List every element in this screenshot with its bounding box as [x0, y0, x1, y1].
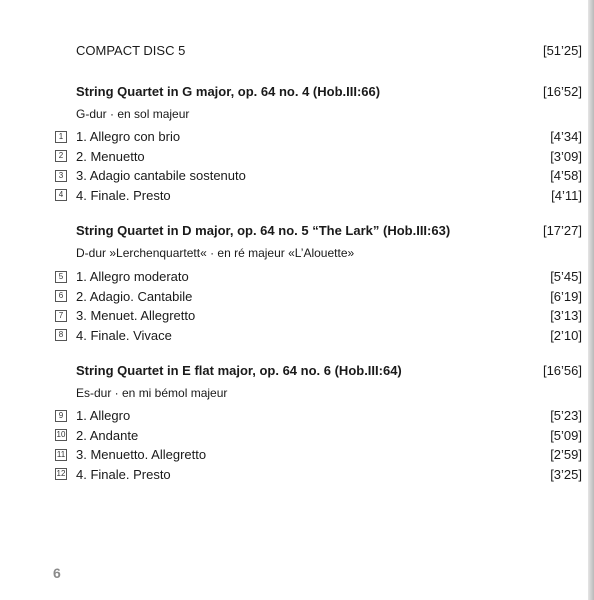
track-title: 2. Andante	[76, 427, 139, 443]
track-title: 3. Menuet. Allegretto	[76, 308, 196, 324]
track-title: 4. Finale. Vivace	[76, 327, 172, 343]
track-row	[55, 445, 582, 465]
page-number: 6	[53, 565, 61, 581]
track-row	[55, 406, 582, 426]
work-subtitle: Es-dur · en mi bémol majeur	[76, 386, 228, 400]
track-duration: [5’09]	[550, 427, 582, 443]
track-title: 1. Allegro con brio	[76, 129, 181, 145]
track-title: 1. Allegro	[76, 408, 131, 424]
track-duration: [6’19]	[550, 288, 582, 304]
track-duration: [5’45]	[550, 269, 582, 285]
disc-label: COMPACT DISC 5	[76, 43, 186, 58]
track-duration: [5’23]	[550, 408, 582, 424]
track-row	[55, 166, 582, 186]
track-row	[55, 267, 582, 287]
work-3	[76, 363, 582, 403]
track-row	[55, 426, 582, 446]
work-duration: [17’27]	[542, 223, 582, 238]
track-title: 3. Adagio cantabile sostenuto	[76, 168, 246, 184]
track-duration: [4’58]	[550, 168, 582, 184]
track-duration: [2’10]	[550, 327, 582, 343]
track-title: 1. Allegro moderato	[76, 269, 189, 285]
work-subtitle: G-dur · en sol majeur	[76, 107, 190, 121]
track-row	[55, 147, 582, 167]
track-number: 3	[55, 170, 67, 182]
track-row	[55, 465, 582, 485]
track-number: 6	[55, 290, 67, 302]
track-number: 1	[55, 131, 67, 143]
track-row	[55, 326, 582, 346]
work-3-header	[76, 363, 582, 383]
track-number: 9	[55, 410, 67, 422]
track-duration: [3’13]	[550, 308, 582, 324]
track-duration: [3’09]	[550, 148, 582, 164]
work-title: String Quartet in E flat major, op. 64 no. 6 (Hob.III:64)	[76, 363, 402, 378]
work-1-header	[76, 84, 582, 104]
track-number: 11	[56, 449, 66, 459]
track-duration: [4’34]	[550, 129, 582, 145]
track-title: 2. Menuetto	[76, 148, 145, 164]
work-2	[76, 223, 582, 263]
track-number: 2	[55, 150, 67, 162]
track-duration: [4’11]	[551, 187, 582, 203]
track-row	[55, 306, 582, 326]
track-row	[55, 186, 582, 206]
track-title: 4. Finale. Presto	[76, 187, 171, 203]
work-1	[76, 84, 582, 124]
work-title: String Quartet in G major, op. 64 no. 4 (Hob.III:66)	[76, 84, 381, 99]
track-number: 8	[55, 329, 67, 341]
track-title: 3. Menuetto. Allegretto	[76, 447, 207, 463]
work-duration: [16’52]	[542, 84, 582, 99]
work-subtitle: D-dur »Lerchenquartett« · en ré majeur «L’Alouette»	[76, 246, 355, 260]
track-row	[55, 127, 582, 147]
track-list-1	[55, 127, 582, 205]
track-title: 4. Finale. Presto	[76, 466, 171, 482]
track-number: 12	[56, 469, 66, 479]
track-number: 7	[55, 310, 67, 322]
disc-duration: [51’25]	[542, 43, 582, 58]
track-number: 5	[55, 271, 67, 283]
page-edge	[588, 0, 594, 600]
track-list-2	[55, 267, 582, 345]
disc-header	[76, 43, 582, 58]
track-duration: [2’59]	[550, 447, 582, 463]
track-number: 4	[55, 189, 67, 201]
track-row	[55, 287, 582, 307]
track-duration: [3’25]	[550, 466, 582, 482]
track-list-3	[55, 406, 582, 484]
work-2-header	[76, 223, 582, 243]
work-duration: [16’56]	[542, 363, 582, 378]
work-title: String Quartet in D major, op. 64 no. 5 “The Lark” (Hob.III:63)	[76, 223, 451, 238]
track-number: 10	[56, 430, 66, 440]
track-title: 2. Adagio. Cantabile	[76, 288, 193, 304]
